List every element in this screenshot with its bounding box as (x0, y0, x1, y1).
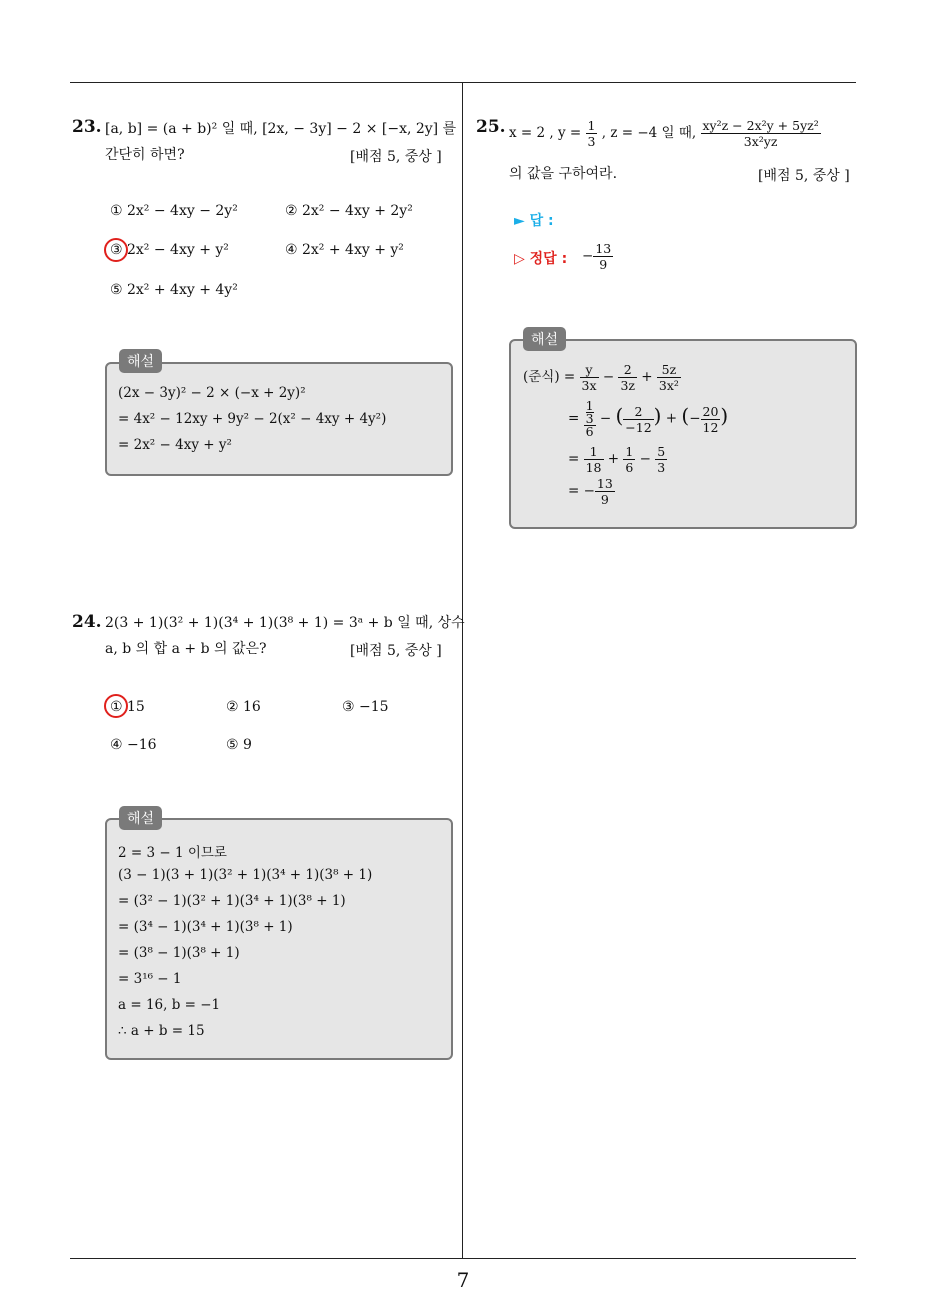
q25-solution-step: = − $\frac{13}{9}$ (568, 476, 613, 507)
q25-correct-sign: − (582, 248, 594, 264)
fraction (618, 362, 637, 393)
q24-line2: a, b 의 합 a + b 의 값은? (105, 641, 267, 657)
q25-cond-z: , z = −4 일 때, (601, 125, 697, 141)
q24-solution-line: = (3⁸ − 1)(3⁸ + 1) (118, 945, 240, 961)
frac-num: 3 (585, 411, 594, 426)
q25-correct-fraction (593, 241, 613, 272)
q25-correct-num: 13 (595, 241, 612, 256)
q23-line2: 간단히 하면? (105, 147, 185, 163)
frac-num: 1 (585, 398, 594, 413)
q25-correct-den: 9 (599, 257, 608, 272)
q25-meta: [배점 5, 중상 ] (758, 168, 850, 184)
q23-choice-3[interactable]: ③ 2x² − 4xy + y² (110, 242, 229, 258)
q25-line2: 의 값을 구하여라. (509, 166, 618, 182)
fraction (623, 444, 635, 475)
frac-den: 3 (657, 460, 666, 475)
frac-den: 6 (585, 424, 594, 439)
q24-choice-2[interactable]: ② 16 (226, 699, 261, 715)
q24-solution-line: = (3² − 1)(3² + 1)(3⁴ + 1)(3⁸ + 1) (118, 893, 346, 909)
q25-solution-step: (준식) = $\frac{y}{3x}$ − $\frac{2}{3z}$ + $\frac{5z}{\text{3x²}}$ (523, 362, 679, 393)
q24-selected-circle (104, 694, 128, 718)
fraction (595, 476, 615, 507)
q25-expr-num: xy²z − 2x²y + 5yz² (702, 118, 819, 133)
q25-y-den: 3 (587, 134, 596, 149)
column-divider (462, 82, 463, 1258)
fraction (580, 362, 599, 393)
q24-choice-5[interactable]: ⑤ 9 (226, 737, 252, 753)
fraction (623, 404, 653, 435)
top-rule (70, 82, 856, 83)
q24-choice-4[interactable]: ④ −16 (110, 737, 157, 753)
q24-meta: [배점 5, 중상 ] (350, 643, 442, 659)
q25-number: 25. (476, 117, 506, 137)
q24-choice-3[interactable]: ③ −15 (342, 699, 389, 715)
q23-solution-line: (2x − 3y)² − 2 × (−x + 2y)² (118, 385, 306, 401)
q25-condition (509, 118, 821, 149)
frac-num: 20 (702, 403, 719, 419)
q23-solution-tag: 해설 (119, 349, 162, 373)
q25-correct-value (582, 241, 613, 272)
q23-number: 23. (72, 117, 102, 137)
q25-expr-den: 3x²yz (743, 134, 778, 149)
frac-num: y (580, 362, 599, 378)
q23-solution-line: = 4x² − 12xy + 9y² − 2(x² − 4xy + 4y²) (118, 411, 387, 427)
q23-choice-1[interactable]: ① 2x² − 4xy − 2y² (110, 203, 238, 219)
q24-line1: 2(3 + 1)(3² + 1)(3⁴ + 1)(3⁸ + 1) = 3ᵃ + b 일 때, 상수 (105, 615, 465, 631)
q23-selected-circle (104, 238, 128, 262)
fraction (584, 400, 596, 438)
q23-choice-2[interactable]: ② 2x² − 4xy + 2y² (285, 203, 413, 219)
q24-number: 24. (72, 612, 102, 632)
q24-solution-line: = (3⁴ − 1)(3⁴ + 1)(3⁸ + 1) (118, 919, 293, 935)
frac-den: 3x (581, 378, 597, 393)
q23-line1: [a, b] = (a + b)² 일 때, [2x, − 3y] − 2 × [−x, 2y] 를 (105, 121, 457, 137)
frac-den: −12 (625, 419, 652, 435)
frac-num: 2 (618, 362, 637, 378)
q24-solution-line: ∴ a + b = 15 (118, 1023, 205, 1039)
q24-solution-line: 2 = 3 − 1 이므로 (118, 845, 227, 861)
fraction (584, 444, 604, 475)
q25-y-num: 1 (587, 118, 596, 133)
q25-solution-step: = $\frac{1}{18}$ + $\frac{1}{6}$ − $\frac{5}{3}$ (568, 444, 666, 475)
bottom-rule (70, 1258, 856, 1259)
frac-num: 1 (584, 444, 604, 460)
fraction (657, 362, 681, 393)
frac-den: 12 (702, 419, 719, 435)
frac-den: 3z (620, 378, 635, 393)
q24-choice-1[interactable]: ① 15 (110, 699, 145, 715)
q24-solution-line: (3 − 1)(3 + 1)(3² + 1)(3⁴ + 1)(3⁸ + 1) (118, 867, 373, 883)
q23-choice-5[interactable]: ⑤ 2x² + 4xy + 4y² (110, 282, 238, 298)
q23-choice-4[interactable]: ④ 2x² + 4xy + y² (285, 242, 404, 258)
q25-solution-tag: 해설 (523, 327, 566, 351)
q24-solution-tag: 해설 (119, 806, 162, 830)
frac-num: 2 (623, 404, 653, 420)
frac-num: 1 (625, 444, 634, 459)
q23-meta: [배점 5, 중상 ] (350, 149, 442, 165)
fraction (655, 444, 667, 475)
q24-solution-line: a = 16, b = −1 (118, 997, 221, 1013)
q25-correct-label: ▷ 정답 : (514, 251, 568, 267)
q25-y-fraction (586, 118, 598, 149)
frac-den: 9 (600, 492, 609, 507)
q25-sol-lead: (준식) = (523, 369, 576, 385)
q25-expression (701, 118, 821, 149)
frac-num: 5 (657, 444, 666, 459)
frac-den: 3x² (658, 378, 679, 393)
page-number: 7 (456, 1268, 470, 1292)
q25-cond-xy: x = 2 , y = (509, 125, 582, 141)
frac-num (584, 400, 596, 426)
frac-num: 5z (657, 362, 681, 378)
frac-num: 13 (596, 476, 613, 491)
q25-answer-label[interactable]: ► 답 : (514, 213, 554, 229)
frac-den: 18 (585, 460, 602, 475)
frac-den: 6 (625, 460, 634, 475)
q24-solution-line: = 3¹⁶ − 1 (118, 971, 182, 987)
fraction (701, 404, 721, 435)
q23-solution-line: = 2x² − 4xy + y² (118, 437, 232, 453)
q25-solution-step: = 1 3 6 − ( $\frac{2}{-12}$ ) + (− $\frac{20}{12}$ ) (568, 398, 729, 439)
